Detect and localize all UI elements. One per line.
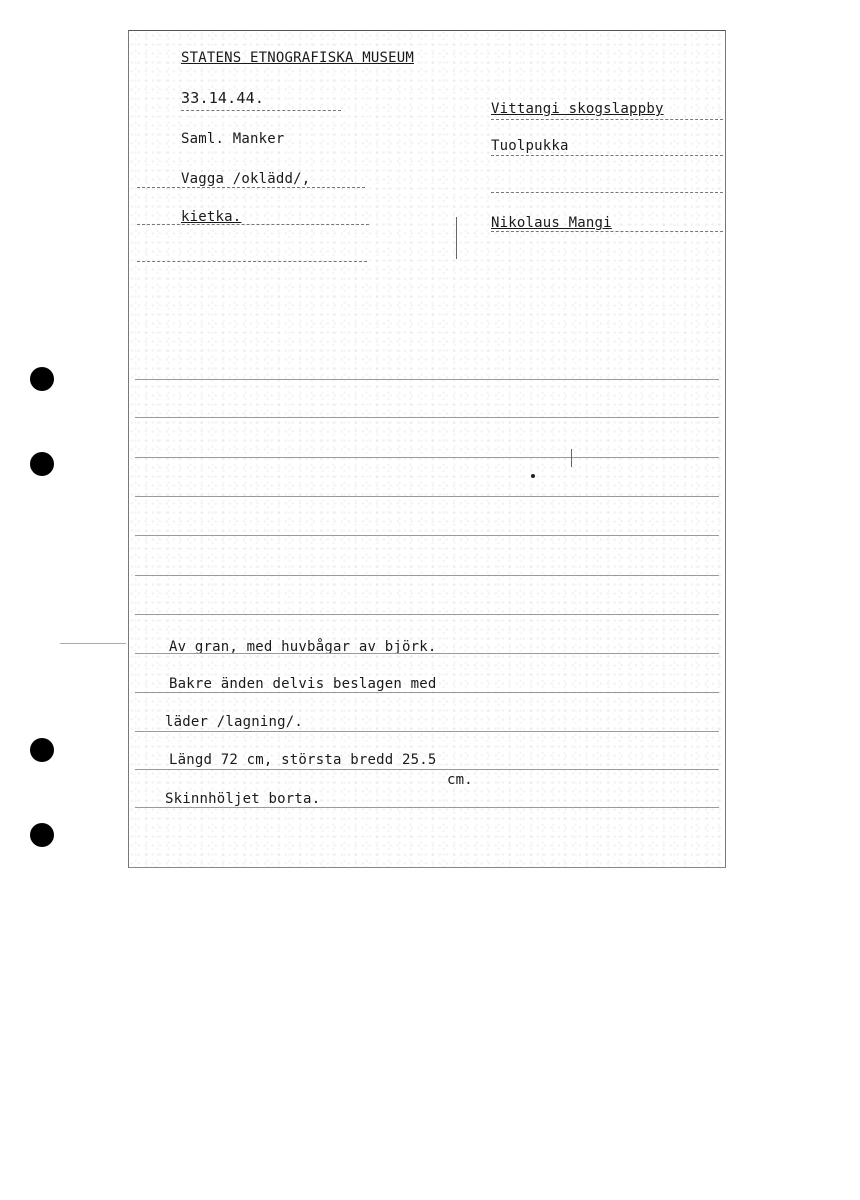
punch-hole xyxy=(30,367,54,391)
collection-label: Saml. Manker xyxy=(181,131,285,147)
location-label: Vittangi skogslappby xyxy=(491,101,664,117)
punch-hole xyxy=(30,738,54,762)
punch-hole xyxy=(30,823,54,847)
vertical-mark xyxy=(456,217,457,259)
ruled-line xyxy=(135,417,719,418)
field-line xyxy=(491,192,723,193)
ruled-line xyxy=(135,769,719,770)
description-line-1: Av gran, med huvbågar av björk. xyxy=(169,639,437,655)
ruled-line xyxy=(135,496,719,497)
ruled-line xyxy=(135,379,719,380)
object-name-line1: Vagga /oklädd/, xyxy=(181,171,311,187)
description-line-5: Skinnhöljet borta. xyxy=(165,791,321,807)
field-line xyxy=(181,110,341,111)
ruled-line xyxy=(135,457,719,458)
ruled-line xyxy=(135,575,719,576)
punch-hole xyxy=(30,452,54,476)
field-line xyxy=(137,224,369,225)
ruled-line xyxy=(135,731,719,732)
museum-title: STATENS ETNOGRAFISKA MUSEUM xyxy=(181,50,414,66)
person-label: Nikolaus Mangi xyxy=(491,215,612,231)
description-line-4: Längd 72 cm, största bredd 25.5 xyxy=(169,752,437,768)
field-line xyxy=(137,187,365,188)
object-name-line2: kietka. xyxy=(181,209,242,225)
ruled-line xyxy=(135,535,719,536)
description-line-2: Bakre änden delvis beslagen med xyxy=(169,676,437,692)
speck xyxy=(531,474,535,478)
field-line xyxy=(491,119,723,120)
field-line xyxy=(137,261,367,262)
field-line xyxy=(491,155,723,156)
ruled-line xyxy=(135,807,719,808)
vertical-mark xyxy=(571,449,572,467)
stray-line xyxy=(60,643,126,644)
ruled-line xyxy=(135,653,719,654)
description-line-4-unit: cm. xyxy=(447,772,473,788)
catalog-card xyxy=(128,30,726,868)
description-line-3: läder /lagning/. xyxy=(165,714,304,730)
field-line xyxy=(491,231,723,232)
catalog-number: 33.14.44. xyxy=(181,89,265,107)
ruled-line xyxy=(135,614,719,615)
place-label: Tuolpukka xyxy=(491,138,569,154)
ruled-line xyxy=(135,692,719,693)
